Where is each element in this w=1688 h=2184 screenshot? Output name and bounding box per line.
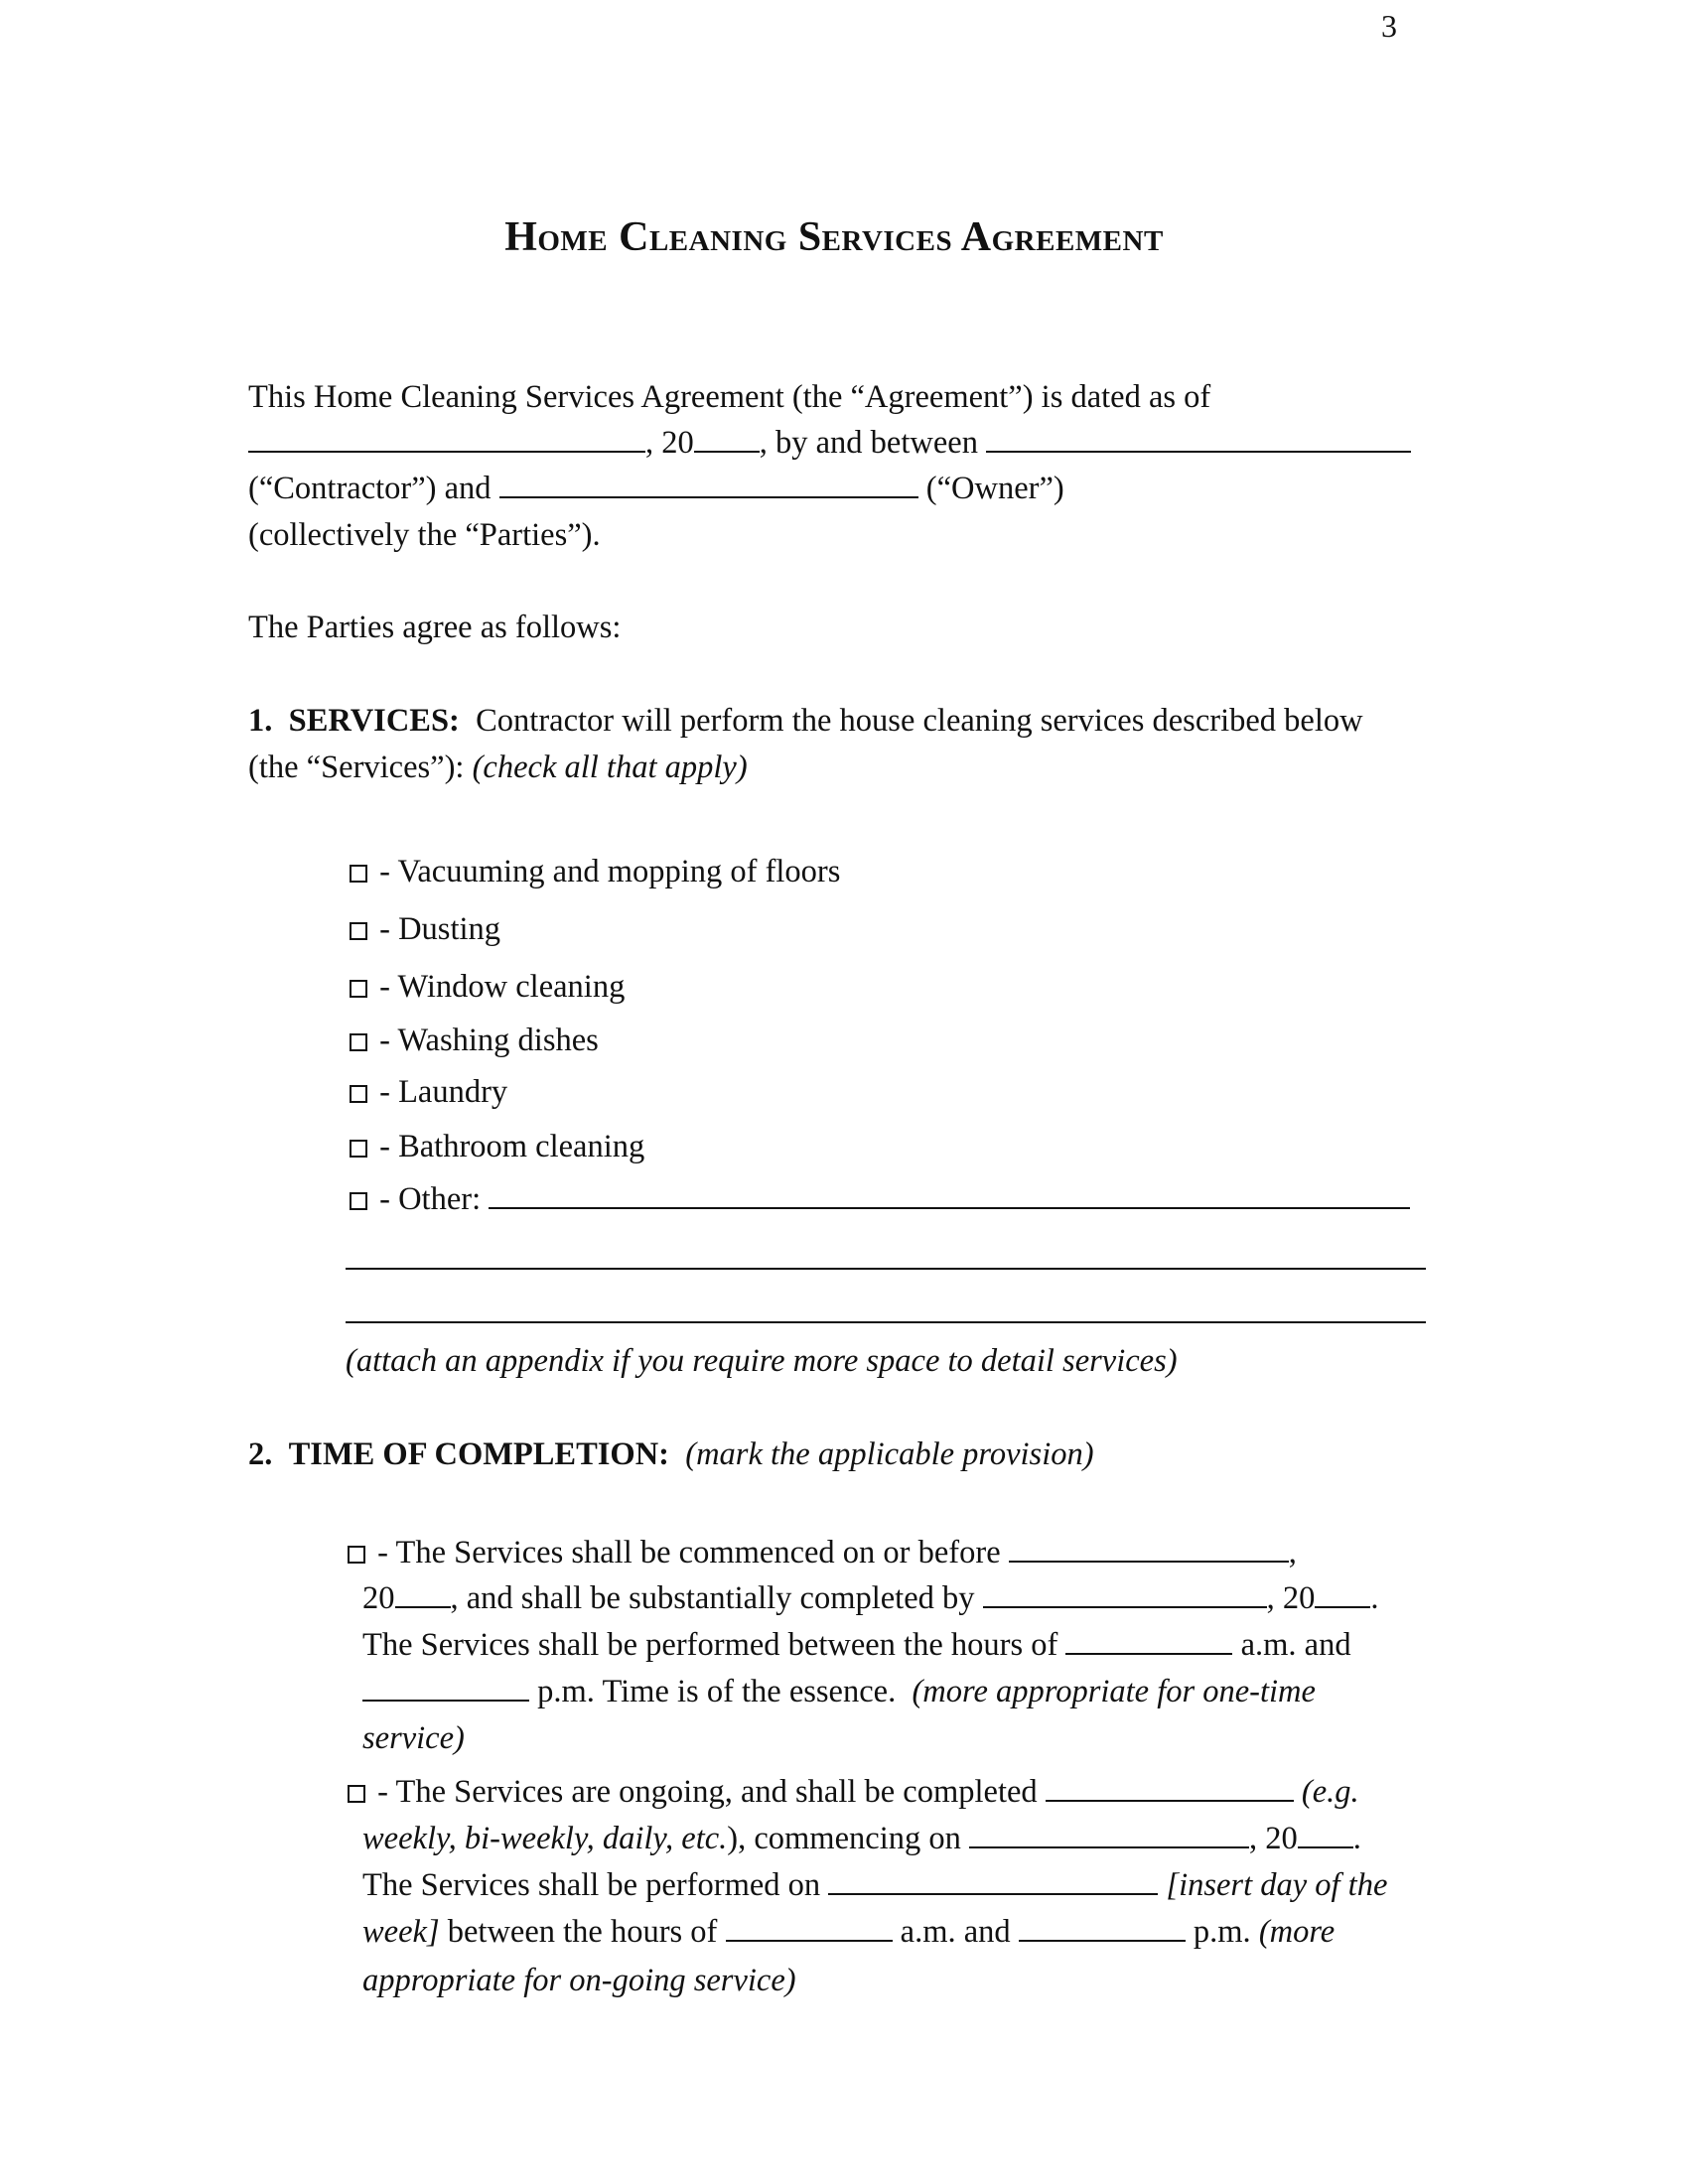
end-hour-blank[interactable] xyxy=(362,1699,529,1702)
intro-line-3: (“Contractor”) and (“Owner”) xyxy=(248,471,1064,506)
checkbox-vacuuming[interactable] xyxy=(350,865,367,883)
start-hour-blank[interactable] xyxy=(1065,1652,1232,1655)
other-service-line-3[interactable] xyxy=(346,1321,1426,1323)
checkbox-dusting[interactable] xyxy=(350,922,367,940)
date-blank[interactable] xyxy=(248,450,645,453)
option-1-line-4: p.m. Time is of the essence. (more appropriate for one-time xyxy=(362,1674,1316,1710)
other-service-blank[interactable] xyxy=(489,1206,1410,1209)
service-other[interactable]: - Other: xyxy=(350,1181,1410,1218)
intro-line-2: , 20 , by and between xyxy=(248,425,1411,462)
option-1-line-3: The Services shall be performed between the hours of a.m. and xyxy=(362,1627,1351,1663)
page-number: 3 xyxy=(1381,8,1397,44)
service-dusting[interactable]: - Dusting xyxy=(350,911,500,948)
service-laundry[interactable]: - Laundry xyxy=(350,1074,507,1111)
service-washing-dishes[interactable]: - Washing dishes xyxy=(350,1023,599,1059)
completion-date-blank[interactable] xyxy=(983,1605,1267,1608)
service-vacuuming[interactable]: - Vacuuming and mopping of floors xyxy=(350,854,840,890)
service-bathroom-cleaning[interactable]: - Bathroom cleaning xyxy=(350,1129,644,1165)
option-2-line-1[interactable]: - The Services are ongoing, and shall be completed (e.g. xyxy=(348,1774,1359,1811)
document-title: Home Cleaning Services Agreement xyxy=(504,214,1164,260)
ongoing-start-hour-blank[interactable] xyxy=(726,1939,893,1942)
day-of-week-blank[interactable] xyxy=(828,1892,1158,1895)
option-2-line-5: appropriate for on-going service) xyxy=(362,1963,796,1998)
checkbox-other[interactable] xyxy=(350,1192,367,1210)
service-window-cleaning[interactable]: - Window cleaning xyxy=(350,969,625,1006)
option-1-line-1[interactable]: - The Services shall be commenced on or before , xyxy=(348,1535,1297,1571)
year-blank[interactable] xyxy=(694,450,760,453)
option-2-line-4: week] between the hours of a.m. and p.m. (more xyxy=(362,1914,1336,1950)
option-1-line-2: 20 , and shall be substantially completed by , 20 . xyxy=(362,1580,1379,1616)
parties-agree: The Parties agree as follows: xyxy=(248,610,622,645)
frequency-blank[interactable] xyxy=(1046,1799,1294,1802)
option-2-line-3: The Services shall be performed on [insert day of the xyxy=(362,1867,1388,1903)
section-1-line-2: (the “Services”): (check all that apply) xyxy=(248,750,748,785)
appendix-note: (attach an appendix if you require more space to detail services) xyxy=(346,1343,1178,1379)
option-2-line-2: weekly, bi-weekly, daily, etc.), commencing on , 20 . xyxy=(362,1821,1361,1856)
commence-date-blank[interactable] xyxy=(1009,1560,1289,1563)
collectively-text: (collectively the “Parties”). xyxy=(248,517,601,553)
ongoing-commence-date-blank[interactable] xyxy=(969,1845,1249,1848)
checkbox-window-cleaning[interactable] xyxy=(350,980,367,998)
checkbox-ongoing[interactable] xyxy=(348,1785,365,1803)
option-1-line-5: service) xyxy=(362,1720,465,1756)
ongoing-end-hour-blank[interactable] xyxy=(1019,1939,1186,1942)
intro-line-1: This Home Cleaning Services Agreement (the “Agreement”) is dated as of xyxy=(248,379,1211,415)
completion-year-blank[interactable] xyxy=(1315,1605,1370,1608)
checkbox-washing-dishes[interactable] xyxy=(350,1033,367,1051)
contractor-name-blank[interactable] xyxy=(986,450,1411,453)
commence-year-blank[interactable] xyxy=(395,1605,451,1608)
checkbox-laundry[interactable] xyxy=(350,1085,367,1103)
other-service-line-2[interactable] xyxy=(346,1268,1426,1270)
checkbox-one-time[interactable] xyxy=(348,1546,365,1564)
checkbox-bathroom-cleaning[interactable] xyxy=(350,1140,367,1158)
section-2-heading: 2. TIME OF COMPLETION: (mark the applicable provision) xyxy=(248,1436,1094,1472)
section-1-heading: 1. SERVICES: Contractor will perform the house cleaning services described below xyxy=(248,703,1363,739)
ongoing-commence-year-blank[interactable] xyxy=(1298,1845,1353,1848)
owner-name-blank[interactable] xyxy=(499,495,918,498)
